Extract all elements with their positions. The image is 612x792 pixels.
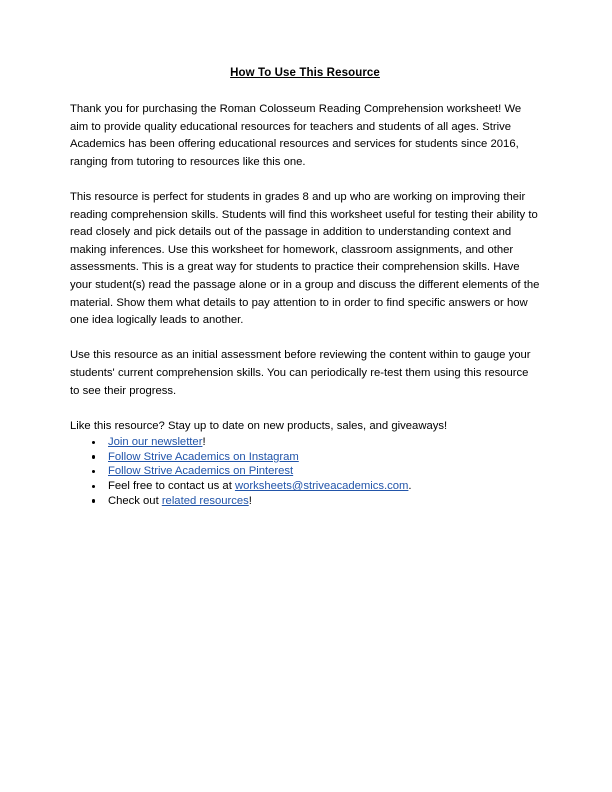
pinterest-link[interactable]: Follow Strive Academics on Pinterest — [108, 465, 294, 478]
paragraph-intro: Thank you for purchasing the Roman Colosseum Reading Comprehension worksheet! We aim to provide quality educational resources for teachers and students of all ages. Strive Academics has been offering educational resources and services for students since 2016, ranging from tutoring to resources like this one. — [70, 103, 522, 168]
list-item — [70, 450, 540, 465]
resource-link-list — [70, 435, 540, 508]
bullet-prefix-text: Check out — [108, 494, 162, 507]
paragraph-stay-updated: Like this resource? Stay up to date on new products, sales, and giveaways! — [70, 419, 448, 432]
paragraph-audience: This resource is perfect for students in grades 8 and up who are working on improving their reading comprehension skills. Students will find this worksheet useful for testing their ability to read closely and pick details out of the passage in addition to understanding context and making inferences. Use this worksheet for homework, classroom assignments, and other assessments. This is a great way for students to practice their comprehension skills. Have your student(s) read the passage alone or in a group and discuss the different elements of the material. Show them what details to pay attention to in order to find specific answers or how one idea logically leads to another. — [70, 190, 540, 327]
related-resources-link[interactable]: related resources — [161, 494, 249, 507]
document-content — [70, 66, 540, 508]
bullet-point-icon — [92, 455, 95, 458]
list-item — [70, 435, 540, 450]
bullet-point-icon — [92, 499, 95, 502]
bullet-suffix-text: ! — [248, 494, 252, 507]
instagram-link[interactable]: Follow Strive Academics on Instagram — [108, 450, 299, 463]
bullet-point-icon — [92, 470, 95, 473]
list-item — [70, 494, 540, 509]
paragraph-assessment: Use this resource as an initial assessment before reviewing the content within to gauge your students' current comprehension skills. You can periodically re-test them using this resource to see their progress. — [70, 349, 531, 397]
bullet-suffix-text: ! — [202, 436, 206, 449]
list-item — [70, 464, 540, 479]
contact-email-link[interactable]: worksheets@striveacademics.com — [234, 480, 409, 493]
page-title: How To Use This Resource — [230, 67, 380, 79]
list-item — [70, 479, 540, 494]
bullet-prefix-text: Feel free to contact us at — [108, 480, 235, 493]
newsletter-link[interactable]: Join our newsletter — [108, 436, 203, 449]
bullet-suffix-text: . — [408, 480, 412, 493]
bullet-point-icon — [92, 485, 95, 488]
bullet-point-icon — [92, 441, 95, 444]
